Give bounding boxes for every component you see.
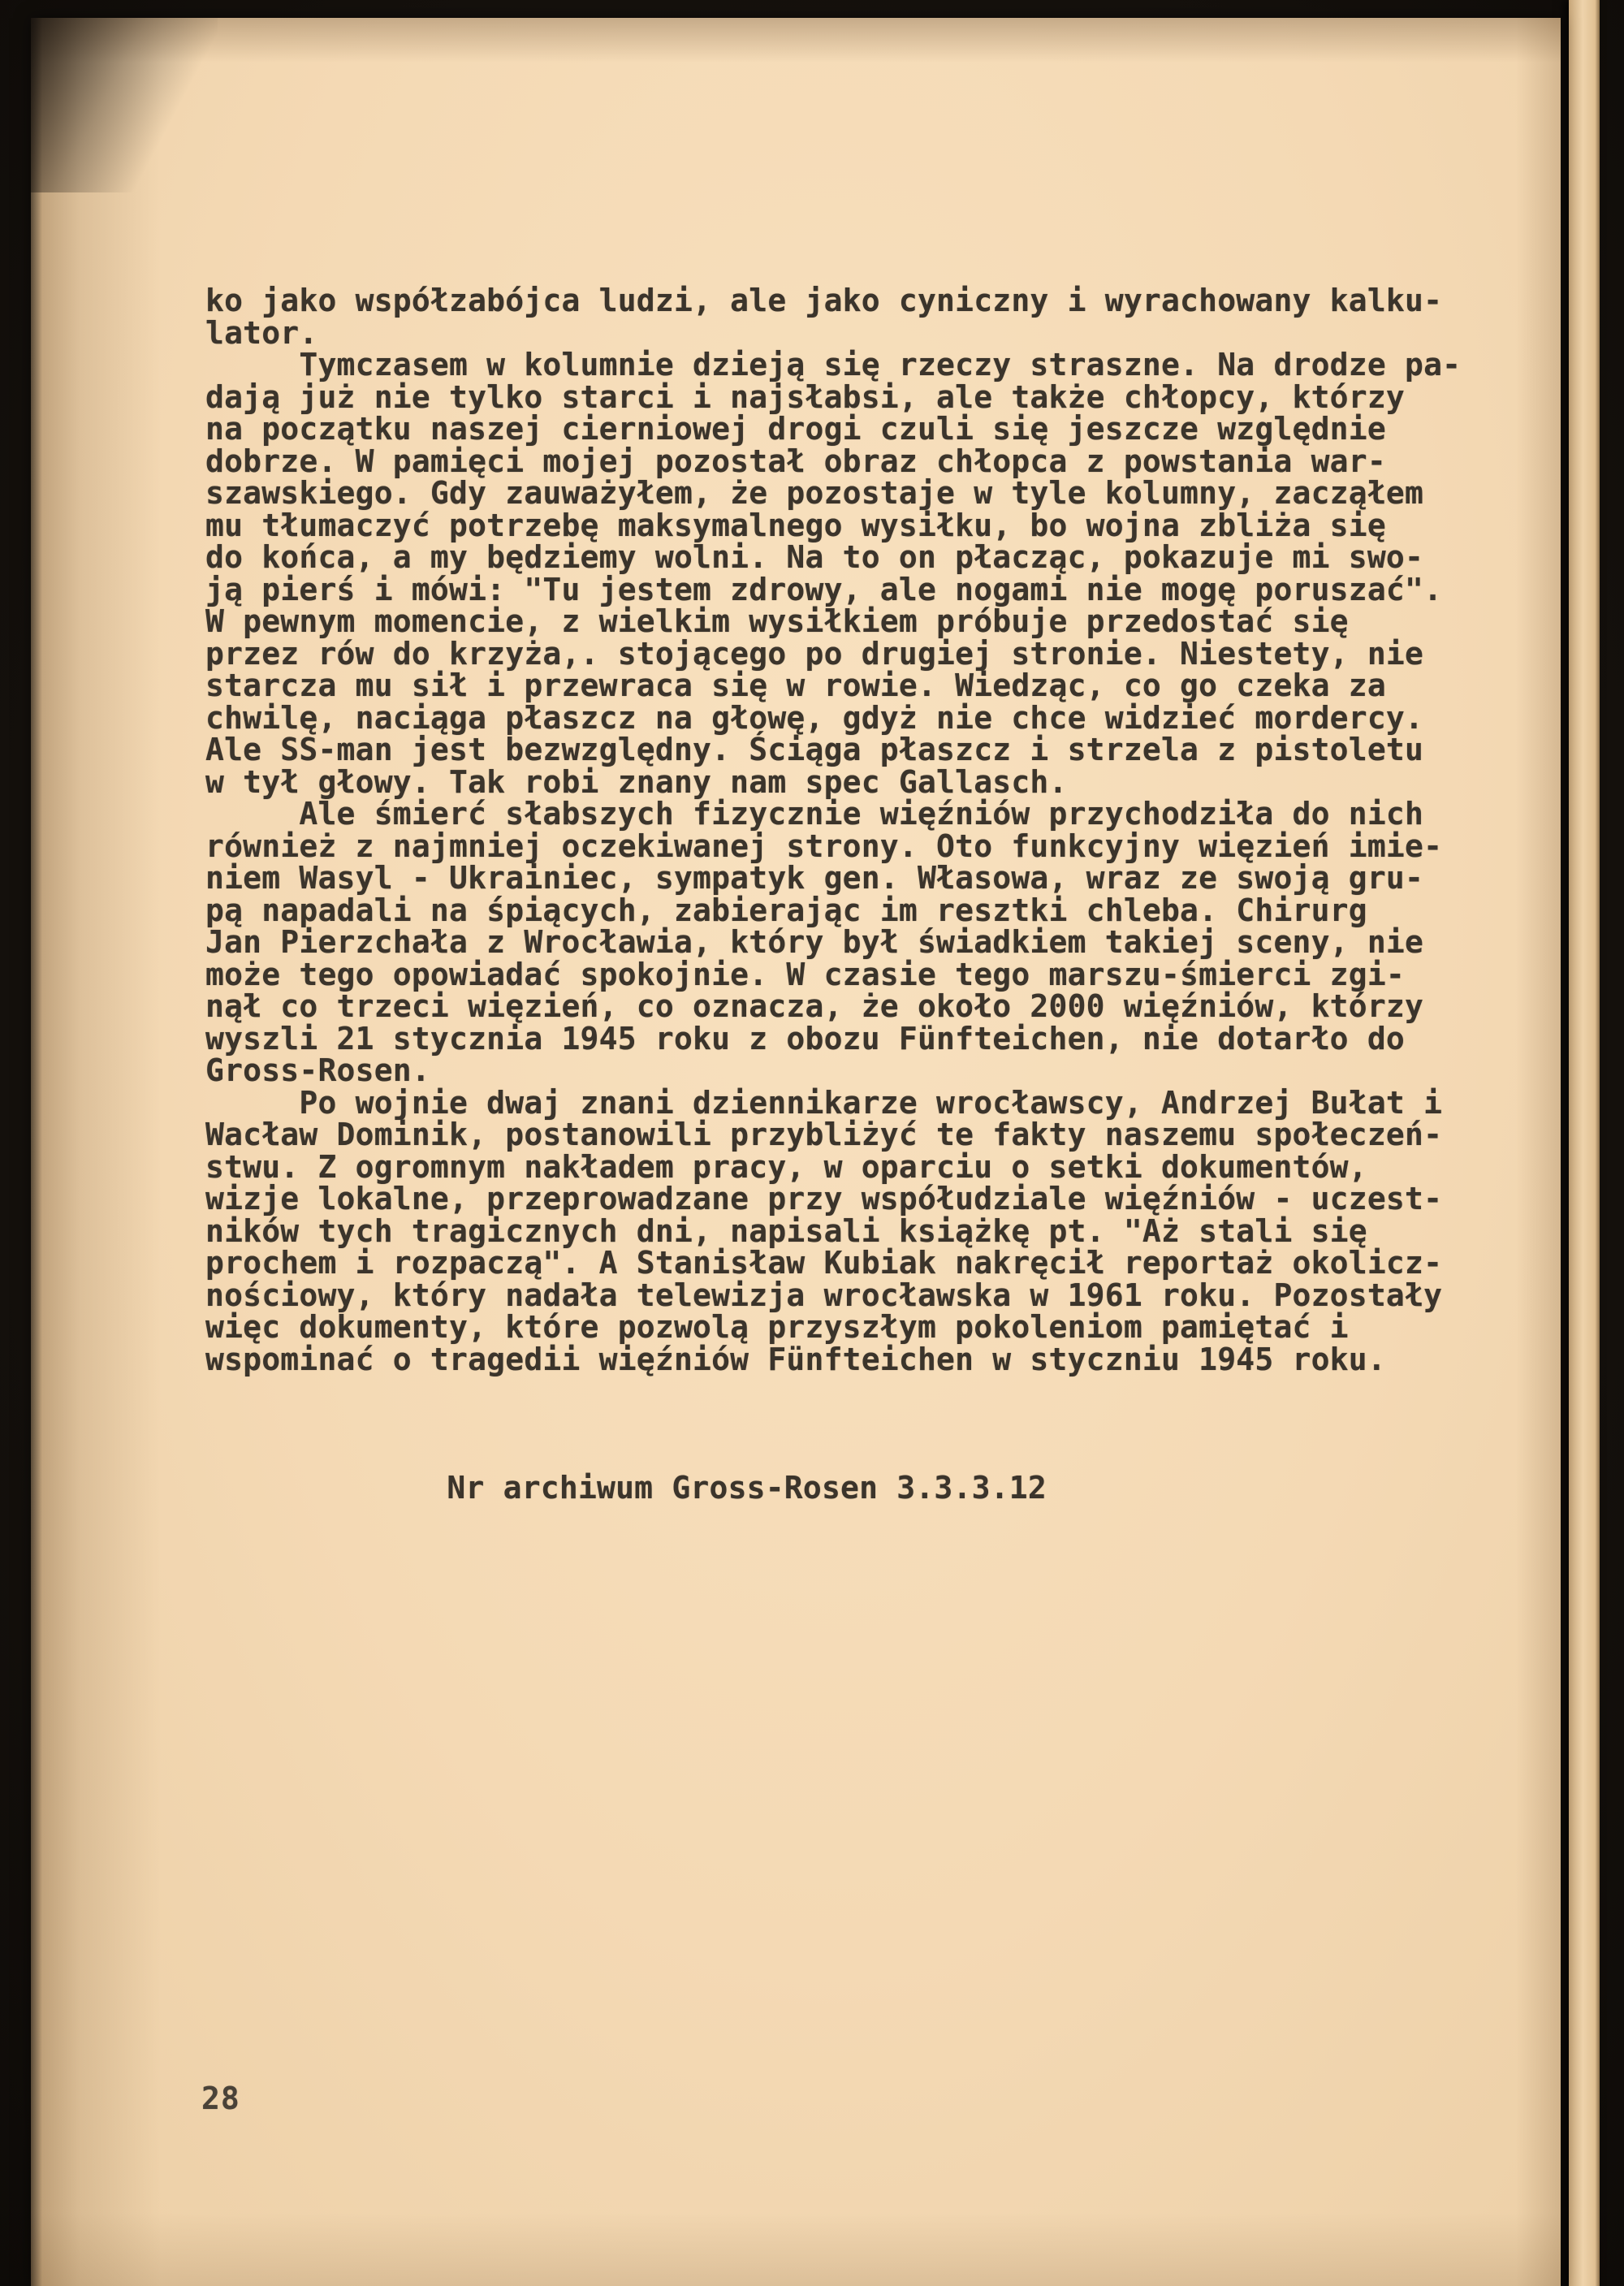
text-line: Ale SS-man jest bezwzględny. Ściąga płaszcz i strzela z pistoletu — [205, 732, 1424, 767]
text-line: niem Wasyl - Ukrainiec, sympatyk gen. Własowa, wraz ze swoją gru- — [205, 860, 1424, 896]
document-page — [31, 18, 1561, 2286]
page-gutter-shadow — [31, 18, 42, 2286]
text-line: może tego opowiadać spokojnie. W czasie tego marszu-śmierci zgi- — [205, 956, 1405, 992]
text-line: Ale śmierć słabszych fizycznie więźniów przychodziła do nich — [205, 796, 1424, 832]
text-line: Tymczasem w kolumnie dzieją się rzeczy straszne. Na drodze pa- — [205, 347, 1462, 382]
text-line: starcza mu sił i przewraca się w rowie. Wiedząc, co go czeka za — [205, 668, 1386, 703]
text-line: wspominać o tragedii więźniów Fünfteichen w styczniu 1945 roku. — [205, 1341, 1386, 1377]
text-line: lator. — [205, 314, 318, 351]
page-number: 28 — [201, 2081, 240, 2116]
text-line: Gross-Rosen. — [205, 1052, 430, 1088]
text-line: również z najmniej oczekiwanej strony. Oto funkcyjny więzień imie- — [205, 828, 1443, 864]
typewritten-text-block — [205, 221, 1472, 1568]
text-line: ko jako współzabójca ludzi, ale jako cyniczny i wyrachowany kalku- — [205, 283, 1443, 318]
text-line: Po wojnie dwaj znani dziennikarze wrocławscy, Andrzej Bułat i — [205, 1084, 1443, 1121]
text-line: szawskiego. Gdy zauważyłem, że pozostaje w tyle kolumny, zacząłem — [205, 475, 1424, 511]
text-line: Jan Pierzchała z Wrocławia, który był świadkiem takiej sceny, nie — [205, 924, 1424, 960]
text-line: dobrze. W pamięci mojej pozostał obraz chłopca z powstania war- — [205, 443, 1386, 479]
text-line: nął co trzeci więzień, co oznacza, że około 2000 więźniów, którzy — [205, 988, 1424, 1024]
text-line: wyszli 21 stycznia 1945 roku z obozu Fünfteichen, nie dotarło do — [205, 1020, 1405, 1057]
text-line: w tył głowy. Tak robi znany nam spec Gallasch. — [205, 763, 1068, 800]
text-line: pą napadali na śpiących, zabierając im resztki chleba. Chirurg — [205, 892, 1367, 928]
text-line: wizje lokalne, przeprowadzane przy współudziale więźniów - uczest- — [205, 1181, 1443, 1216]
archive-number-line: Nr archiwum Gross-Rosen 3.3.3.12 — [447, 1469, 1047, 1506]
next-page-edge — [1569, 0, 1600, 2286]
text-line: przez rów do krzyża,. stojącego po drugiej stronie. Niestety, nie — [205, 635, 1424, 672]
text-line: W pewnym momencie, z wielkim wysiłkiem próbuje przedostać się — [205, 603, 1349, 639]
text-line: dają już nie tylko starci i najsłabsi, ale także chłopcy, którzy — [205, 378, 1405, 415]
text-line: chwilę, naciąga płaszcz na głowę, gdyż nie chce widzieć mordercy. — [205, 699, 1424, 736]
text-line: ników tych tragicznych dni, napisali książkę pt. "Aż stali się — [205, 1212, 1367, 1249]
text-line: mu tłumaczyć potrzebę maksymalnego wysiłku, bo wojna zbliża się — [205, 507, 1386, 543]
body-text-lines — [205, 285, 1472, 1376]
text-line: stwu. Z ogromnym nakładem pracy, w oparciu o setki dokumentów, — [205, 1148, 1367, 1185]
text-line: więc dokumenty, które pozwolą przyszłym pokoleniom pamiętać i — [205, 1309, 1349, 1345]
text-line: prochem i rozpaczą". A Stanisław Kubiak nakręcił reportaż okolicz- — [205, 1245, 1443, 1281]
text-line: ją pierś i mówi: "Tu jestem zdrowy, ale nogami nie mogę poruszać". — [205, 571, 1443, 607]
text-line: nościowy, który nadała telewizja wrocławska w 1961 roku. Pozostały — [205, 1277, 1443, 1313]
text-line: do końca, a my będziemy wolni. Na to on płacząc, pokazuje mi swo- — [205, 539, 1424, 575]
text-line: na początku naszej cierniowej drogi czuli się jeszcze względnie — [205, 411, 1386, 447]
text-line: Wacław Dominik, postanowili przybliżyć te fakty naszemu społeczeń- — [205, 1117, 1443, 1152]
